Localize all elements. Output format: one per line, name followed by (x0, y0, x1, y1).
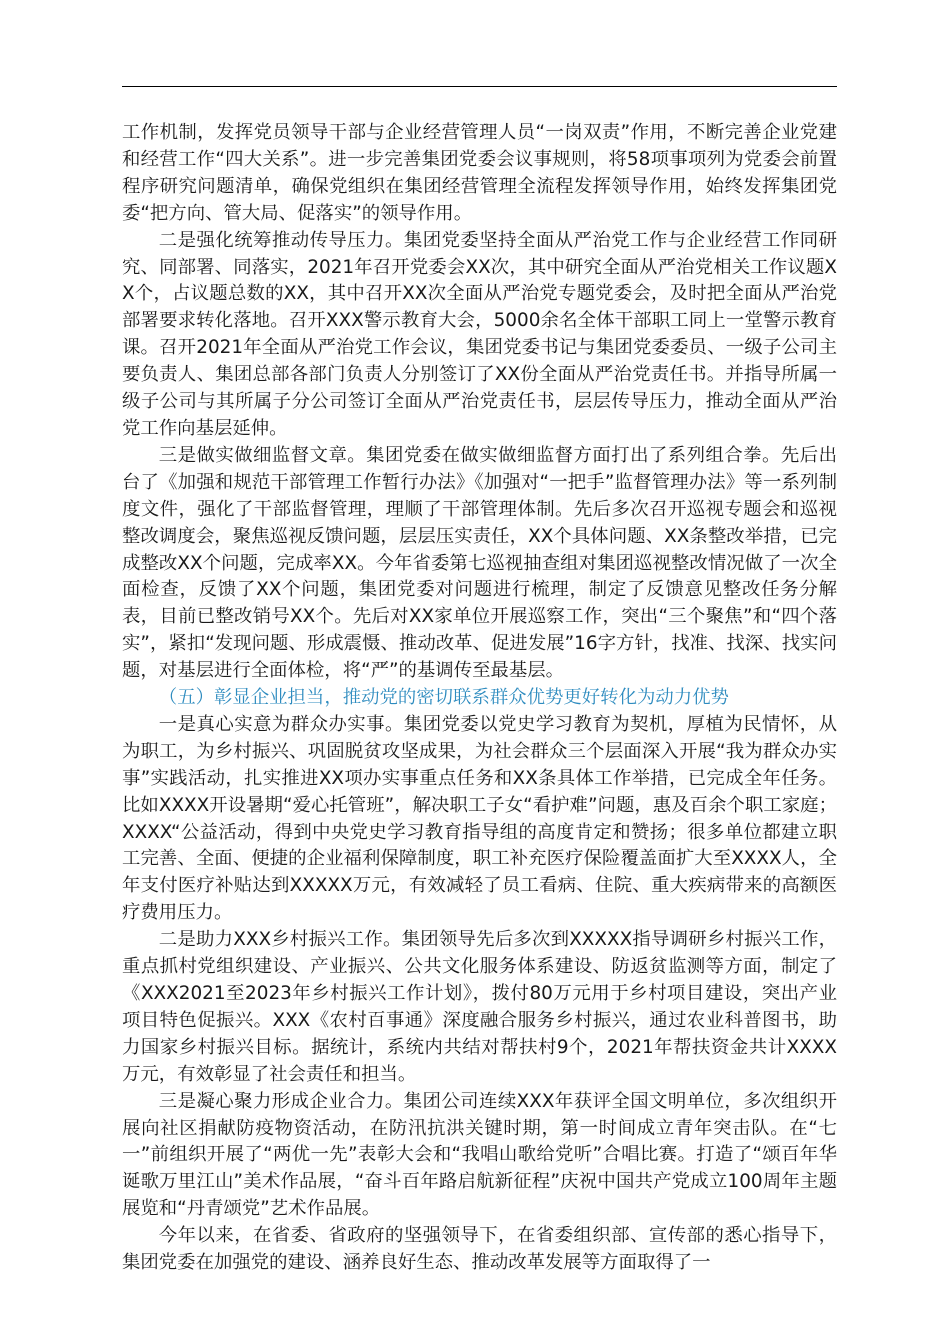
paragraph-practical-matters: 一是真心实意为群众办实事。集团党委以党史学习教育为契机，厚植为民情怀，从为职工，为乡村振兴、巩固脱贫攻坚成果，为社会群众三个层面深入开展“我为群众办实事”实践活动，扎实推进XX项办实事重点任务和XX条具体工作举措，已完成全年任务。比如XXXX开设暑期“爱心托管班”，解决职工子女“看护难”问题，惠及百余个职工家庭；XXXX“公益活动，得到中央党史学习教育指导组的高度肯定和赞扬；很多单位都建立职工完善、全面、便捷的企业福利保障制度，职工补充医疗保险覆盖面扩大至XXXX人，全年支付医疗补贴达到XXXXX万元，有效减轻了员工看病、住院、重大疾病带来的高额医疗费用压力。 (122, 713, 837, 924)
paragraph-pressure-transmission: 二是强化统筹推动传导压力。集团党委坚持全面从严治党工作与企业经营工作同研究、同部署、同落实，2021年召开党委会XX次，其中研究全面从严治党相关工作议题XX个，占议题总数的XX，其中召开XX次全面从严治党专题党委会，及时把全面从严治党部署要求转化落地。召开XXX警示教育大会，5000余名全体干部职工同上一堂警示教育课。召开2021年全面从严治党工作会议，集团党委书记与集团党委委员、一级子公司主要负责人、集团总部各部门负责人分别签订了XX份全面从严治党责任书。并指导所属一级子公司与其所属子分公司签订全面从严治党责任书，层层传导压力，推动全面从严治党工作向基层延伸。 (122, 229, 837, 439)
document-body (122, 120, 837, 1277)
header-rule (122, 86, 837, 87)
paragraph-summary: 今年以来，在省委、省政府的坚强领导下，在省委组织部、宣传部的悉心指导下，集团党委在加强党的建设、涵养良好生态、推动改革发展等方面取得了一 (122, 1225, 837, 1274)
paragraph-rural-revitalization: 二是助力XXX乡村振兴工作。集团领导先后多次到XXXXX指导调研乡村振兴工作，重点抓村党组织建设、产业振兴、公共文化服务体系建设、防返贫监测等方面，制定了《XXX2021至2023年乡村振兴工作计划》，拨付80万元用于乡村项目建设，突出产业项目特色促振兴。XXX《农村百事通》深度融合服务乡村振兴，通过农业科普图书，助力国家乡村振兴目标。据统计，系统内共结对帮扶村9个，2021年帮扶资金共计XXXX万元，有效彰显了社会责任和担当。 (122, 929, 837, 1085)
paragraph-cohesion: 三是凝心聚力形成企业合力。集团公司连续XXX年获评全国文明单位，多次组织开展向社区捐献防疫物资活动，在防汛抗洪关键时期，第一时间成立青年突击队。在“七一”前组织开展了“两优一先”表彰大会和“我唱山歌给党听”合唱比赛。打造了“颂百年华诞歌万里江山”美术作品展，“奋斗百年路启航新征程”庆祝中国共产党成立100周年主题展览和“丹青颂党”艺术作品展。 (122, 1090, 837, 1220)
paragraph-work-mechanism: 工作机制，发挥党员领导干部与企业经营管理人员“一岗双责”作用，不断完善企业党建和经营工作“四大关系”。进一步完善集团党委会议事规则，将58项事项列为党委会前置程序研究问题清单，确保党组织在集团经营管理全流程发挥领导作用，始终发挥集团党委“把方向、管大局、促落实”的领导作用。 (122, 122, 837, 224)
section-heading-five: （五）彰显企业担当，推动党的密切联系群众优势更好转化为动力优势 (158, 687, 729, 709)
paragraph-supervision: 三是做实做细监督文章。集团党委在做实做细监督方面打出了系列组合拳。先后出台了《加强和规范干部管理工作暂行办法》《加强对“一把手”监督管理办法》等一系列制度文件，强化了干部监督管理，理顺了干部管理体制。先后多次召开巡视专题会和巡视整改调度会，聚焦巡视反馈问题，层层压实责任，XX个具体问题、XX条整改举措，已完成整改XX个问题，完成率XX。今年省委第七巡视抽查组对集团巡视整改情况做了一次全面检查，反馈了XX个问题，集团党委对问题进行梳理，制定了反馈意见整改任务分解表，目前已整改销号XX个。先后对XX家单位开展巡察工作，突出“三个聚焦”和“四个落实”，紧扣“发现问题、形成震慑、推动改革、促进发展”16字方针，找准、找深、找实问题，对基层进行全面体检，将“严”的基调传至最基层。 (122, 444, 837, 682)
